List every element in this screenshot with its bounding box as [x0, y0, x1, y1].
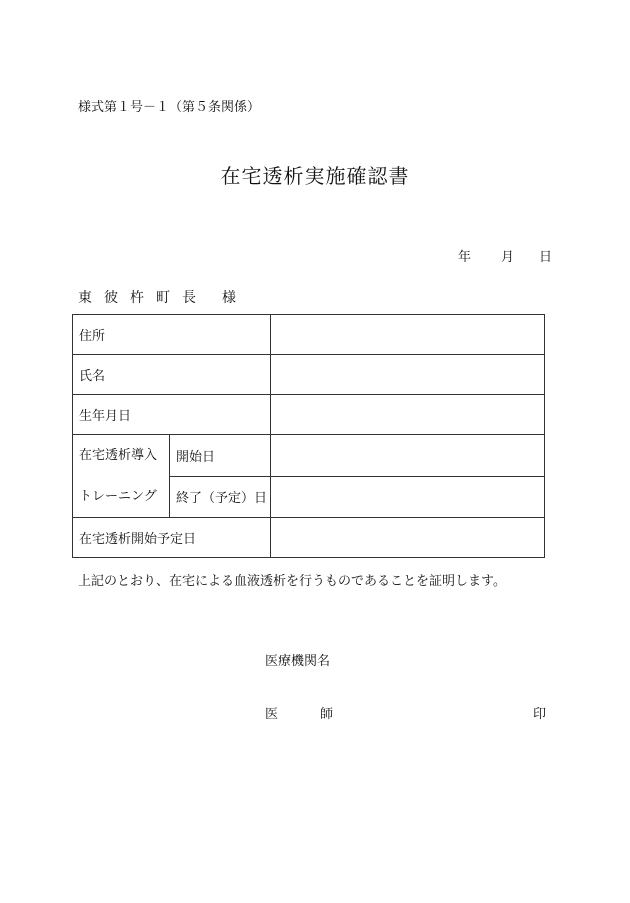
document-title: 在宅透析実施確認書: [220, 164, 410, 188]
planned-start-label: 在宅透析開始予定日: [73, 518, 271, 558]
addressee-honorific: 様: [222, 290, 236, 306]
addressee-char: 東: [78, 290, 92, 306]
date-day-label: 日: [539, 250, 553, 265]
confirmation-form-table: [72, 314, 545, 558]
address-label: 住所: [73, 315, 271, 355]
addressee-char: 杵: [130, 290, 144, 306]
name-label: 氏名: [73, 355, 271, 395]
birthdate-field[interactable]: [271, 395, 545, 435]
table-row: [73, 518, 545, 558]
start-date-label: 開始日: [170, 435, 271, 477]
training-label-line1: 在宅透析導入: [79, 448, 158, 463]
institution-label: 医療機関名: [265, 654, 331, 669]
addressee-char: 町: [156, 290, 170, 306]
table-row: [73, 395, 545, 435]
end-date-field[interactable]: [271, 476, 545, 518]
seal-mark-label: 印: [533, 707, 547, 722]
table-row: [73, 315, 545, 355]
table-row: [73, 355, 545, 395]
training-label: [73, 435, 170, 518]
addressee: [78, 287, 236, 307]
table-row: [73, 435, 545, 477]
doctor-label-char: 医: [265, 707, 279, 722]
training-label-line2: トレーニング: [79, 489, 157, 504]
date-year-label: 年: [458, 250, 472, 265]
addressee-char: 長: [182, 290, 196, 306]
certification-text: 上記のとおり、在宅による血液透析を行うものであることを証明します。: [78, 574, 506, 589]
start-date-field[interactable]: [271, 435, 545, 477]
name-field[interactable]: [271, 355, 545, 395]
date-month-label: 月: [501, 250, 515, 265]
address-field[interactable]: [271, 315, 545, 355]
planned-start-field[interactable]: [271, 518, 545, 558]
end-date-label: 終了（予定）日: [170, 476, 271, 518]
addressee-char: 彼: [104, 290, 118, 306]
doctor-label-char: 師: [320, 707, 334, 722]
form-number: 様式第１号－１（第５条関係）: [78, 100, 261, 115]
birthdate-label: 生年月日: [73, 395, 271, 435]
doctor-label: [265, 703, 333, 722]
